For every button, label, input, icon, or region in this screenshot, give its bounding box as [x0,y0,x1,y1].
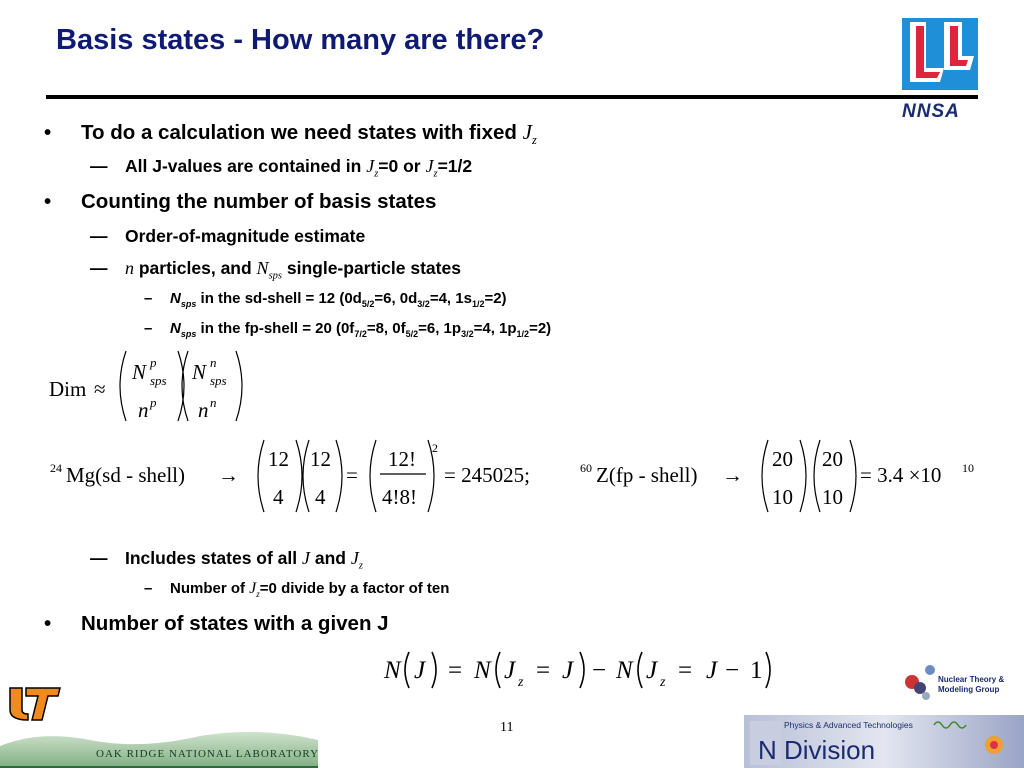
sub-z: z [374,168,379,180]
var-j: J [504,657,516,684]
sub-index: 3/2 [417,299,430,309]
sub-z: z [358,560,363,572]
dash-marker: — [90,226,108,246]
var-n: n [198,398,209,422]
var-j: J [646,657,658,684]
sub-z: z [256,589,260,599]
equals-sign: = [536,657,551,684]
title-rule [46,95,978,99]
dash-marker: – [144,290,153,307]
paren-left [182,351,188,421]
n-division-text: N Division [758,735,876,765]
bullet-text: Number of [170,580,250,597]
paren-right [296,440,302,512]
equals-sign: = [448,657,463,684]
mg-equation [44,436,564,516]
bullet-2-2-1 [144,290,507,309]
bullet-text: single-particle states [282,258,461,278]
equals-sign: = [346,463,358,487]
bullet-text: =2) [529,320,552,337]
var-j: J [249,580,257,597]
paren-left [370,440,376,512]
binom-top: 12 [310,447,331,471]
bullet-text: =6, 0d [374,290,418,307]
paren-right [766,652,770,688]
paren-right [236,351,242,421]
binom-bottom: 4 [273,485,284,509]
bullet-text: Number of states with a given J [81,612,389,635]
paren-left [762,440,768,512]
sub-index: 5/2 [361,299,375,309]
binom-bottom: 10 [772,485,793,509]
bullet-text: and [310,548,351,568]
var-j: J [706,657,718,684]
sub-sps: sps [268,270,282,282]
page-number: 11 [500,720,514,735]
bullet-text: Order-of-magnitude estimate [125,226,366,246]
bullet-text: =1/2 [437,156,473,176]
paren-right [336,440,342,512]
sub-z: z [660,675,666,690]
bullet-text: Includes states of all [125,548,302,568]
sub-sps: sps [150,373,167,388]
ornl-banner [0,726,318,768]
sub-z: z [518,675,524,690]
slide-title: Basis states - How many are there? [56,24,545,56]
binom-top: 20 [772,447,793,471]
binom-top: 20 [822,447,843,471]
var-n: n [138,398,149,422]
bullet-text: =0 divide by a factor of ten [259,580,450,597]
bullet-2 [44,190,436,214]
dash-marker: — [90,548,108,568]
n-division-banner [744,715,1024,768]
ut-logo [8,684,62,724]
nucleus-label: Z(fp - shell) [596,463,698,487]
sub-index: 1/2 [516,329,530,339]
bullet-marker: • [44,121,52,144]
var-N: N [192,360,207,384]
bullet-text: =0 or [378,156,426,176]
sub-index: 1/2 [471,299,485,309]
var-j: J [366,156,375,176]
paren-left [496,652,500,688]
dash-marker: – [144,580,153,597]
z-equation [578,436,980,516]
var-N: N [170,320,181,337]
mass-number: 60 [580,461,592,475]
sub-index: 3/2 [461,329,474,339]
bullet-text: Counting the number of basis states [81,190,437,213]
paren-left [258,440,264,512]
power-exponent: 10 [962,461,974,475]
bullet-text: To do a calculation we need states with fixed [81,121,523,144]
sup-n: n [210,395,217,410]
result-value: = 245025; [444,463,530,487]
bullet-2-3-1 [144,580,449,599]
bullet-2-3 [90,548,363,572]
power-exponent: 2 [432,441,438,455]
paren-right [800,440,806,512]
var-N: N [616,657,633,684]
sub-sps: sps [180,329,197,339]
paren-right [432,652,436,688]
bullet-marker: • [44,190,52,213]
bullet-text: =4, 1s [429,290,472,307]
equals-sign: = [678,657,693,684]
sub-index: 7/2 [354,329,367,339]
sub-z: z [433,168,438,180]
var-j: J [350,548,359,568]
dash-marker: — [90,258,108,278]
minus-sign: − [725,657,740,684]
nnsa-text: NNSA [902,101,960,122]
paren-left [814,440,820,512]
bullet-1-1 [90,156,472,180]
binom-top: 12 [268,447,289,471]
result-value: = 3.4 ×10 [860,463,942,487]
bullet-text: in the fp-shell = 20 (0f [196,320,355,337]
ornl-name: OAK RIDGE NATIONAL LABORATORY [96,748,320,760]
nucleon-icon [914,682,926,694]
nucleon-icon [925,665,935,675]
nnsa-logo [902,101,980,123]
nj-equation [380,646,790,694]
nuclear-theory-logo [900,660,1012,708]
bullet-text: All J-values are contained in [125,156,367,176]
sup-p: p [150,355,157,370]
var-N: N [132,360,147,384]
var-N: N [474,657,491,684]
sub-sps: sps [180,299,197,309]
var-N: N [256,258,269,278]
mass-number: 24 [50,461,62,475]
bullet-2-2-2 [144,320,551,339]
bullet-text: =8, 0f [366,320,406,337]
bullet-1 [44,120,537,148]
var-j: J [302,548,310,568]
var-j: J [414,657,426,684]
fraction-denominator: 4!8! [382,485,417,509]
paren-left [405,652,409,688]
dash-marker: — [90,156,108,176]
var-N: N [384,657,401,684]
number-one: 1 [750,657,763,684]
fraction-numerator: 12! [388,447,416,471]
sub-index: 5/2 [405,329,419,339]
bullet-text: =6, 1p [418,320,462,337]
bullet-text: =4, 1p [473,320,517,337]
sup-p: p [150,395,157,410]
dim-label: Dim [49,377,87,401]
llnl-logo [900,16,980,92]
var-j: J [522,120,532,144]
nucleus-label: Mg(sd - shell) [66,463,185,487]
bullet-marker: • [44,612,52,635]
paren-left [120,351,126,421]
var-n: n [125,258,134,278]
pat-text: Physics & Advanced Technologies [784,720,913,730]
minus-sign: − [592,657,607,684]
arrow: → [722,463,743,487]
sup-n: n [210,355,217,370]
binom-bottom: 10 [822,485,843,509]
nuclear-theory-text: Nuclear Theory & [938,675,1005,684]
nuclear-theory-text: Modeling Group [938,685,1000,694]
bullet-text: =2) [484,290,507,307]
paren-right [850,440,856,512]
bullet-2-1 [90,226,365,247]
sub-sps: sps [210,373,227,388]
nucleon-icon [922,692,930,700]
paren-left [303,440,309,512]
paren-left [638,652,642,688]
var-j: J [425,156,434,176]
atom-icon [990,741,998,749]
dash-marker: – [144,320,153,337]
bullet-2-2 [90,258,461,282]
arrow: → [218,463,239,487]
binom-bottom: 4 [315,485,326,509]
bullet-text: particles, and [134,258,257,278]
bullet-text: in the sd-shell = 12 (0d [196,290,362,307]
approx-sign: ≈ [94,377,106,401]
var-j: J [562,657,574,684]
var-N: N [170,290,181,307]
bullet-3 [44,612,389,636]
paren-right [178,351,184,421]
paren-right [580,652,584,688]
sub-z: z [531,133,537,148]
dim-equation [44,345,254,427]
